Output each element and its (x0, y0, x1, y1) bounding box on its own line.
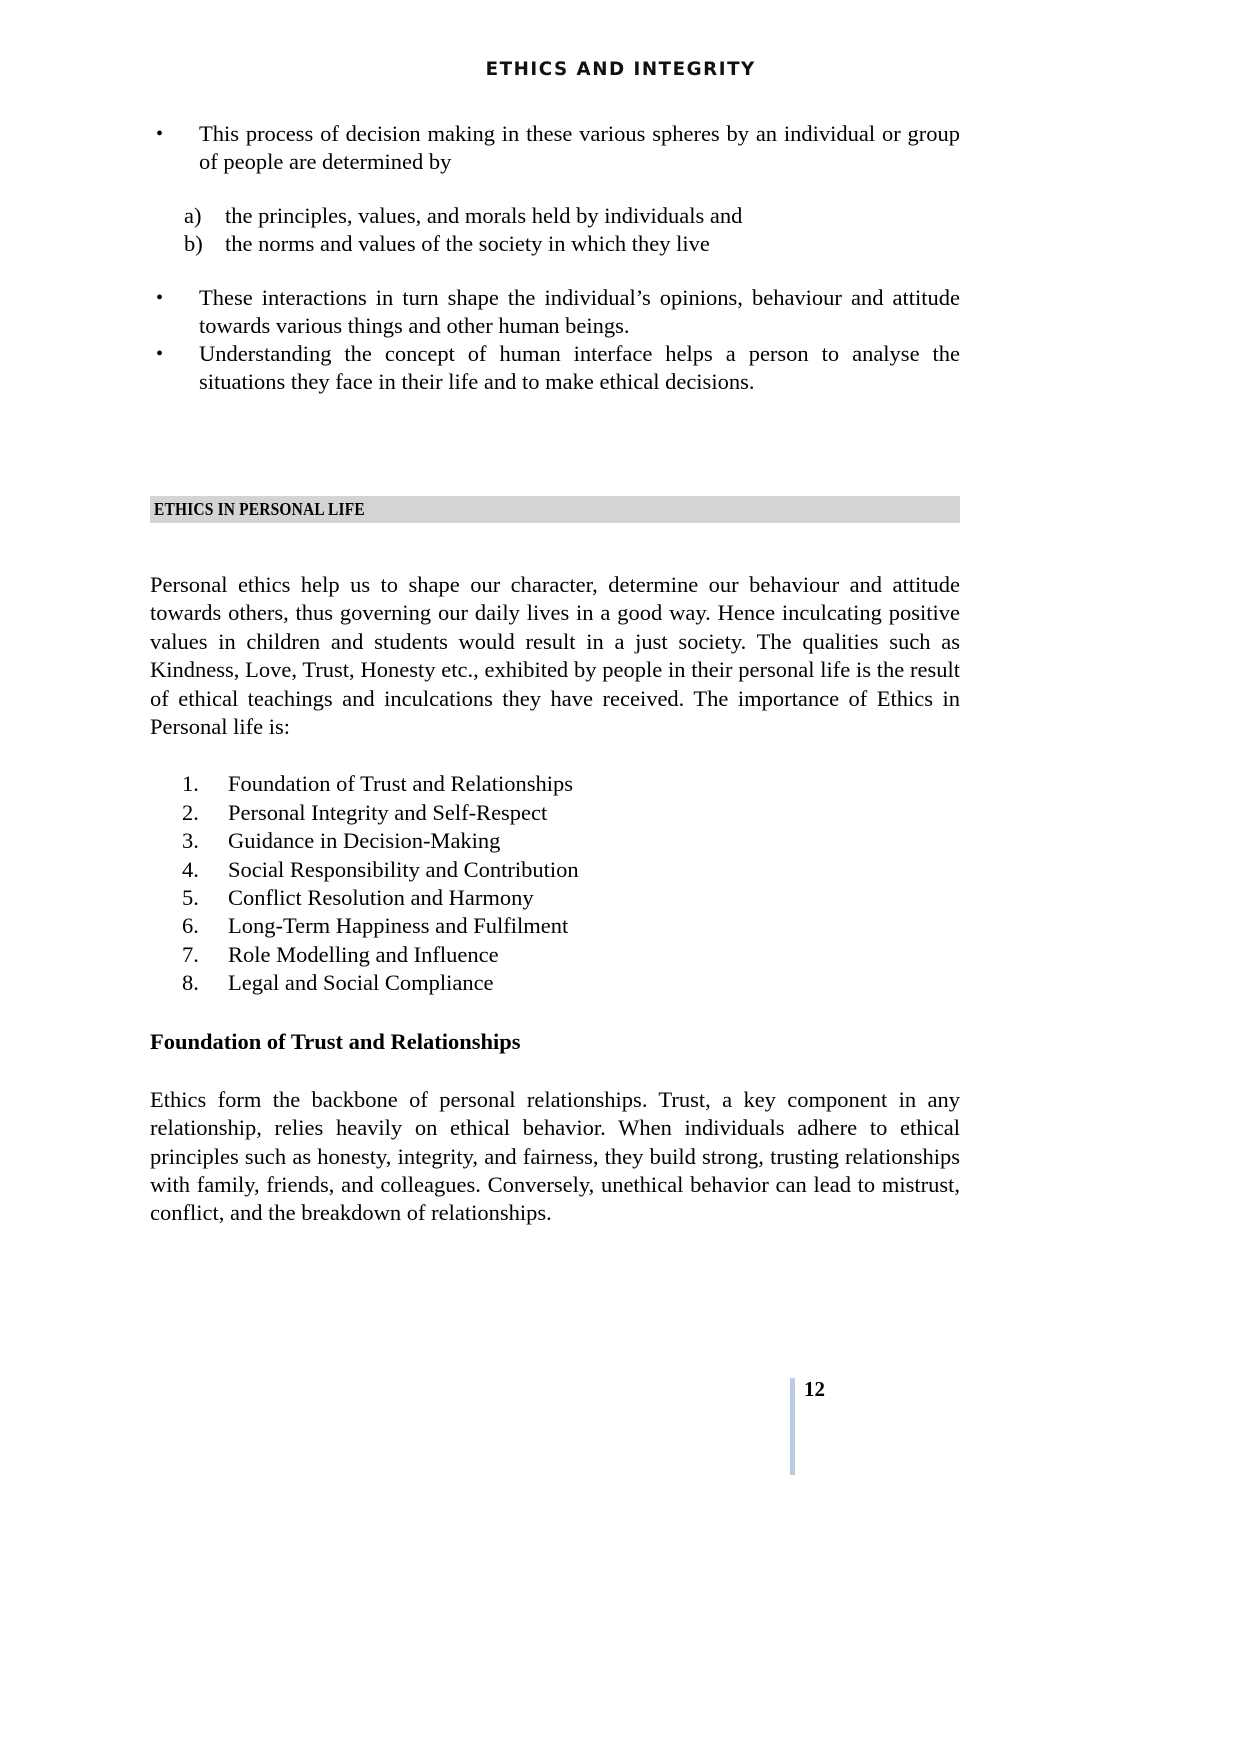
list-item (150, 230, 960, 258)
spacer (150, 741, 960, 770)
list-item (150, 284, 960, 340)
list-item (150, 340, 960, 396)
spacer (150, 396, 960, 496)
subsection-heading: Foundation of Trust and Relationships (150, 1028, 521, 1054)
list-item (150, 120, 960, 176)
alpha-sub-list (150, 202, 960, 258)
running-header-text: ETHICS AND INTEGRITY (485, 58, 756, 80)
list-marker: 2. (182, 799, 199, 825)
list-item (150, 799, 960, 827)
spacer (150, 258, 960, 284)
importance-numbered-list (150, 770, 960, 997)
second-bullet-list (150, 284, 960, 396)
list-item-text: Long-Term Happiness and Fulfilment (228, 913, 569, 939)
bullet-dot-icon: • (156, 123, 164, 145)
list-item-text: Guidance in Decision-Making (228, 828, 501, 854)
list-item (150, 856, 960, 884)
intro-bullet-list (150, 120, 960, 176)
list-marker: 7. (182, 941, 199, 967)
list-item (150, 827, 960, 855)
list-item (150, 202, 960, 230)
section-intro-paragraph: Personal ethics help us to shape our character, determine our behaviour and attitude towards others, thus governing our daily lives in a good way. Hence inculcating positive values in children and students would result in a just society. The qualities such as Kindness, Love, Trust, Honesty etc., exhibited by people in their personal life is the result of ethical teachings and inculcations they have received. The importance of Ethics in Personal life is: (150, 572, 960, 740)
list-item-text: These interactions in turn shape the individual’s opinions, behaviour and attitude towards various things and other human beings. (199, 285, 960, 338)
list-item-text: Conflict Resolution and Harmony (228, 885, 534, 911)
list-marker: 6. (182, 913, 199, 939)
list-item-text: Legal and Social Compliance (228, 970, 494, 996)
section-heading-bar (150, 496, 960, 523)
list-item-text: Understanding the concept of human interface helps a person to analyse the situations they face in their life and to make ethical decisions. (199, 341, 960, 394)
list-item-text: This process of decision making in these various spheres by an individual or group of people are determined by (199, 121, 960, 174)
list-marker: 3. (182, 828, 199, 854)
list-item (150, 770, 960, 798)
list-item (150, 884, 960, 912)
list-item (150, 969, 960, 997)
spacer (150, 1056, 960, 1086)
list-marker: 8. (182, 970, 199, 996)
page-number: 12 (804, 1377, 825, 1401)
list-item (150, 941, 960, 969)
list-item-text: Personal Integrity and Self-Respect (228, 799, 548, 825)
page-content (150, 120, 960, 1228)
list-marker: 1. (182, 771, 199, 797)
list-marker: 5. (182, 885, 199, 911)
spacer (150, 998, 960, 1028)
page-footer (790, 1378, 825, 1475)
section-heading-text: ETHICS IN PERSONAL LIFE (154, 499, 365, 519)
list-item (150, 912, 960, 940)
list-item-text: Social Responsibility and Contribution (228, 856, 579, 882)
running-header (0, 58, 1241, 80)
list-item-text: Role Modelling and Influence (228, 941, 499, 967)
list-item-text: the principles, values, and morals held by individuals and (225, 203, 743, 228)
spacer (150, 176, 960, 202)
spacer (150, 523, 960, 571)
list-item-text: the norms and values of the society in which they live (225, 231, 710, 256)
list-marker: 4. (182, 856, 199, 882)
list-marker: b) (184, 231, 203, 256)
bullet-dot-icon: • (156, 343, 164, 365)
subsection-paragraph: Ethics form the backbone of personal relationships. Trust, a key component in any relationship, relies heavily on ethical behavior. When individuals adhere to ethical principles such as honesty, integrity, and fairness, they build strong, trusting relationships with family, friends, and colleagues. Conversely, unethical behavior can lead to mistrust, conflict, and the breakdown of relationships. (150, 1086, 960, 1226)
list-marker: a) (184, 203, 202, 228)
list-item-text: Foundation of Trust and Relationships (228, 771, 574, 797)
bullet-dot-icon: • (156, 287, 164, 309)
